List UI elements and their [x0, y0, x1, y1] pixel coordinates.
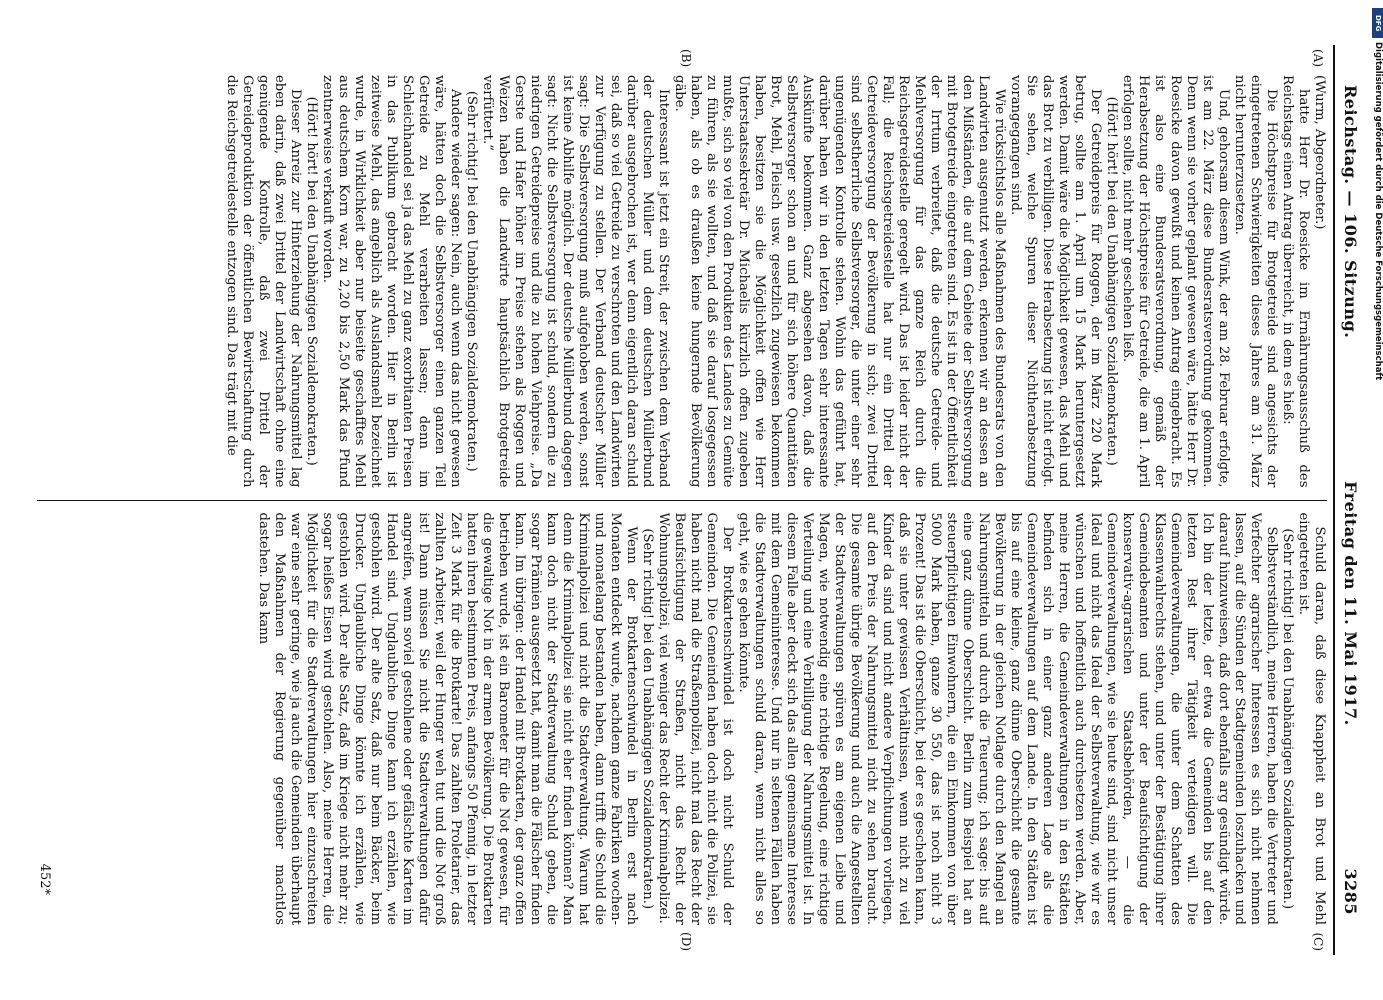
paragraph: Andere wieder sagen: Nein, auch wenn das nicht gewesen wäre, hätten doch die Selbstversorger einen ganzen Teil Getreide zu Mehl verarbeiten lassen; denn im Schleichhandel sei ja das Mehl zu ganz exorbitanten Preisen in das Publikum gebracht worden. Hier in Berlin ist zeitweise Mehl, das angeblich als Auslandsmehl bezeichnet wurde, in Wirklichkeit aber nur beiseite geschafftes Mehl aus deutschem Korn war, zu 2,20 bis 2,50 Mark das Pfund zentnerweise verkauft worden.: [320, 75, 463, 488]
dfg-credit: Digitalisierung gefördert durch die Deutsche Forschungsgemeinschaft: [1373, 42, 1383, 381]
paragraph: Interessant ist jetzt ein Streit, der zwischen dem Verband der deutschen Müller und dem deutschen Müllerbund darüber ausgebrochen ist, wer denn eigentlich daran schuld sei, daß so viel Getreide zu verschroten und den Landwirten zur Verfügung zu stellen. Der Verband deutscher Müller sagt: Die Selbstversorgung muß aufgehoben werden, sonst ist keine Abhilfe möglich. Der deutsche Müllerbund dagegen sagt: Nicht die Selbstversorgung ist schuld, sondern die zu niedrigen Getreidepreise und die zu hohen Viehpreise. „Da Gerste und Hafer höher im Preise stehen als Roggen und Weizen haben die Landwirte hauptsächlich Brotgetreide verfüttert.“: [480, 75, 671, 488]
column-divider: [37, 500, 1327, 501]
paragraph: Wenn der Brotkartenschwindel in Berlin erst nach Monaten entdeckt wurde, nachdem ganze Fabriken wochen- und monatelang bestanden haben, dann trifft die Schuld die Kriminalpolizei und nicht die Stadtverwaltung. Warum hat denn die Kriminalpolizei sie nicht eher finden können? Man kann doch nicht der Stadtverwaltung Schuld geben, die sogar Prämien ausgesetzt hat, damit man die Fälscher finden kann. Im übrigen: der Handel mit Brotkarten, der ganz offen betrieben wurde, ist ein Barometer für die Not gewesen, für die gewaltige Not in der armen Bevölkerung. Die Brotkarten hatten ihren bestimmten Preis, anfangs 50 Pfennig, in letzter Zeit 3 Mark für die Brotkarte! Das zahlten Proletarier, das zahlten Arbeiter, weil der Hunger weh tut und die Not groß ist! Dann müssen Sie nicht die Stadtverwaltungen dafür angreifen, wenn soviel gestohlene oder gefälschte Karten im Handel sind. Unglaubliche Dinge kann ich erzählen, wie gestohlen wird. Der alte Satz, daß nur beim Bäcker, beim Drucker. Unglaubliche Dinge könnte ich erzählen, wie gestohlen wird. Der alte Satz, daß im Kriege nicht mehr zu; sogar heißes Eisen wird gestohlen. Also, meine Herren, die Möglichkeit für die Stadtverwaltungen hier einzuschreiten war eine sehr geringe, wie ja auch die Gemeinden überhaupt den Maßnahmen der Regierung gegenüber machtlos dastehen. Das kann: [256, 512, 639, 925]
paragraph: (Sehr richtig! bei den Unabhängigen Sozialdemokraten.): [640, 528, 655, 910]
paragraph: Die Höchstpreise für Brotgetreide sind angesichts der eingetretenen Schwierigkeiten dieses Jahres am 31. März nicht herunterzusetzen.: [1232, 75, 1279, 488]
dfg-sidebar: [1372, 8, 1382, 968]
page-header: [1333, 45, 1368, 955]
document-page: [8, 35, 1368, 965]
paragraph: Und, gehorsam diesem Wink, der am 28. Februar erfolgte, ist am 22. März diese Bundesratsverordnung gekommen. Denn wenn sie vorher geplant gewesen wäre, hätte Herr Dr. Roesicke davon gewußt und keinen Antrag eingebracht. Es ist also eine Bundesratsverordnung, gemäß der Herabsetzung der Höchstpreise für Getreide, die am 1. April erfolgen sollte, nicht mehr geschehen ließ.: [1120, 75, 1231, 488]
margin-marker-c: (C): [1311, 932, 1325, 951]
paragraph: Schuld daran, daß diese Knappheit an Brot und Mehl eingetreten ist.: [1296, 512, 1327, 925]
margin-marker-b: (B): [679, 49, 693, 68]
left-column: [37, 75, 1327, 488]
paragraph: Der Brotkartenschwindel ist doch nicht Schuld der Gemeinden. Die Gemeinden haben doch nicht die Polizei, sie haben nicht mal die Straßenpolizei, nicht mal das Recht der Beaufsichtigung der Straßen, nicht das Recht der Wohnungspolizei, viel weniger das Recht der Kriminalpolizei.: [656, 512, 735, 925]
paragraph: (Hört! hört! bei den Unabhängigen Sozialdemokraten.): [304, 96, 319, 466]
margin-marker-d: (D): [679, 932, 693, 951]
paragraph: Selbstverständlich, meine Herren, haben die Vertreter und Verfechter agrarischer Interessen es sich nicht nehmen lassen, auf die Sünden der Stadtgemeinden loszuhacken und darauf hinzuweisen, daß dort ebenfalls arg gesündigt würde. Ich bin der letzte, der etwa die Gemeinden bis auf den letzten Rest ihrer Tätigkeit verteidigen will. Die Gemeindeverwaltungen, die unter dem Schatten des Klassenwahlrechts stehen, und unter der Bestätigung ihrer Gemeindebeamten und unter der Beaufsichtigung der konservativ-agrarischen Staatsbehörden, — die Gemeindeverwaltungen, wie sie heute sind, sind nicht unser Ideal und nicht das Ideal der Selbstverwaltung, wie wir es wünschen und hoffentlich auch durchsetzen werden. Aber, meine Herren, die Gemeindeverwaltungen in den Städten befinden sich in einer ganz anderen Lage als die Gemeindeverwaltungen auf dem Lande. In den Städten ist bis auf eine kleine, ganz dünne Oberschicht die gesamte Bevölkerung in der gleichen Notlage durch den Mangel an Nahrungsmitteln und durch die Teuerung; ich sage: bis auf eine ganz dünne Oberschicht. Berlin zum Beispiel hat an steuerpflichtigen Einwohnern, die ein Einkommen von über 5000 Mark haben, ganze 30 550, das ist noch nicht 3 Prozent! Das ist die Oberschicht, bei der es geschehen kann, daß sie unter gewissen Verhältnissen, wenn nicht zu viel Kinder da sind und nicht andere Verpflichtungen vorliegen, auf den Preis der Nahrungsmittel nicht zu sehen braucht. Die gesamte übrige Bevölkerung und auch die Angestellten der Stadtverwaltungen spüren es am eigenen Leibe und Magen, wie notwendig eine richtige Regelung, eine richtige Verteilung und eine Verbilligung der Nahrungsmittel ist. In diesem Falle aber deckt sich das allen gemeinsame Interesse mit dem Gemeininteresse. Und nur in seltenen Fällen haben die Stadtverwaltungen schuld daran, wenn nicht alles so geht, wie es gehen könnte.: [736, 512, 1279, 925]
dfg-logo: DFG: [1372, 8, 1383, 38]
paragraph: Wie rücksichtslos alle Maßnahmen des Bundesrats von den Landwirten ausgenutzt werden, erkennen wir an dessen an den Mißständen, die auf dem Gebiete der Selbstversorgung mit Brotgetreide eingetreten sind. Es ist in der Öffentlichkeit der Irrtum verbreitet, daß die deutsche Getreide- und Mehlversorgung für das ganze Reich durch die Reichsgetreidestelle geregelt wird. Das ist leider nicht der Fall; die Reichsgetreidestelle hat nur ein Drittel der Getreideversorgung der Bevölkerung in sich; zwei Drittel sind selbstherrliche Selbstversorger, die unter einer sehr ungenügenden Kontrolle stehen. Wohin das geführt hat, darüber haben wir in den letzten Tagen sehr interessante Auskünfte bekommen. Ganz abgesehen davon, daß die Selbstversorger schon an und für sich höhere Quantitäten Brot, Mehl, Fleisch usw. gesetzlich zugewiesen bekommen haben, besitzen sie die Möglichkeit offen wie Herr Unterstaatssekretär Dr. Michaelis kürzlich offen zugeben mußte, sich so viel von den Produkten des Landes zu Gemüte zu führen, als sie wollten, und daß sie darauf losgegessen haben, als ob es draußen keine hungernde Bevölkerung gäbe.: [672, 75, 1007, 488]
margin-marker-a: (A): [1311, 49, 1325, 68]
paragraph: Der Getreidepreis für Roggen, der im März 220 Mark betrug, sollte am 1. April um 15 Mark heruntergesetzt werden. Damit wäre die Möglichkeit gewesen, das Mehl und das Brot zu verbilligen. Diese Herabsetzung ist nicht erfolgt. Sie sehen, welche Spuren dieser Nichtherabsetzung vorangegangen sind.: [1008, 75, 1103, 488]
paragraph: (Sehr richtig! bei den Unabhängigen Sozialdemokraten.): [464, 90, 479, 472]
paragraph: (Sehr richtig! bei den Unabhängigen Sozialdemokraten.): [1280, 528, 1295, 910]
signature-number: 452*: [37, 863, 52, 895]
header-date: Freitag den 11. Mai 1917.: [1341, 481, 1360, 726]
speaker-label: (Wurm, Abgeordneter.): [1312, 75, 1327, 230]
paragraph: hatte Herr Dr. Roesicke im Ernährungsausschuß des Reichstags einen Antrag überreicht, in dem es hieß:: [1280, 75, 1311, 488]
page-body: [37, 45, 1333, 955]
header-left: Reichstag. — 106. Sitzung.: [1341, 85, 1360, 339]
right-column: [37, 513, 1327, 926]
paragraph: (Hört! hört! bei den Unabhängigen Sozialdemokraten.): [1104, 96, 1119, 466]
paragraph: Dieser Anreiz zur Hinterziehung der Nahrungsmittel lag eben darin, daß zwei Drittel der Landwirtschaft ohne eine genügende Kontrolle, daß zwei Drittel der Getreideproduktion der öffentlichen Bewirtschaftung durch die Reichsgetreidestelle entzogen sind. Das trägt mit die: [224, 75, 303, 488]
page-number: 3285: [1341, 868, 1360, 915]
